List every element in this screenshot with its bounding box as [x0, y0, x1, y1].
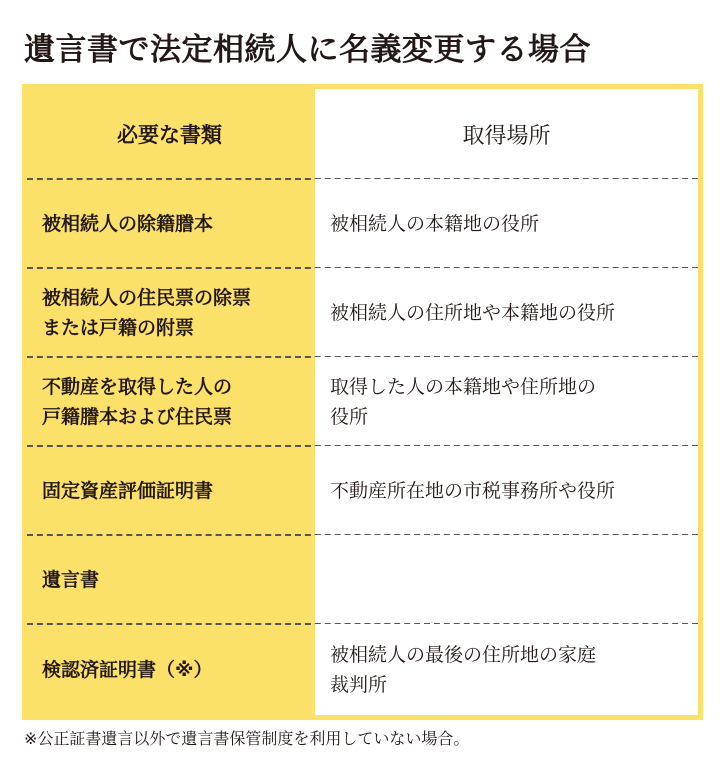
document-line: 被相続人の除籍謄本 — [42, 212, 214, 235]
location-line: 取得した人の本籍地や住所地の — [330, 375, 597, 398]
required-document-cell — [27, 357, 312, 446]
documents-table — [22, 84, 703, 720]
location-line: 被相続人の最後の住所地の家庭 — [330, 643, 597, 666]
table-row — [27, 535, 698, 624]
location-line: 裁判所 — [330, 673, 388, 696]
required-document-cell — [27, 268, 312, 357]
location-line: 不動産所在地の市税事務所や役所 — [330, 479, 616, 502]
table-row — [27, 268, 698, 357]
footnote: ※公正証書遺言以外で遺言書保管制度を利用していない場合。 — [24, 729, 470, 748]
location-cell — [315, 535, 698, 624]
document-line: または戸籍の附票 — [42, 316, 195, 339]
table-header — [27, 89, 698, 179]
table-row — [27, 357, 698, 446]
required-document-cell — [27, 535, 312, 624]
location-cell — [315, 446, 698, 535]
page-title: 遺言書で法定相続人に名義変更する場合 — [24, 32, 591, 68]
document-line: 検認済証明書（※） — [42, 658, 213, 681]
table-row — [27, 624, 698, 715]
location-cell — [315, 268, 698, 357]
location-cell — [315, 179, 698, 268]
required-document-cell — [27, 624, 312, 715]
required-document-cell — [27, 179, 312, 268]
location-line: 被相続人の本籍地の役所 — [330, 212, 540, 235]
location-line: 役所 — [330, 405, 369, 428]
table-row — [27, 446, 698, 535]
document-line: 遺言書 — [42, 568, 100, 591]
location-line: 被相続人の住所地や本籍地の役所 — [330, 301, 616, 324]
document-line: 固定資産評価証明書 — [42, 479, 214, 502]
header-required-documents: 必要な書類 — [117, 123, 222, 147]
location-cell — [315, 624, 698, 715]
header-obtain-location: 取得場所 — [315, 89, 698, 179]
location-cell — [315, 357, 698, 446]
table-row — [27, 179, 698, 268]
document-line: 不動産を取得した人の — [42, 375, 233, 398]
document-line: 戸籍謄本および住民票 — [42, 405, 233, 428]
document-line: 被相続人の住民票の除票 — [42, 286, 252, 309]
required-document-cell — [27, 446, 312, 535]
